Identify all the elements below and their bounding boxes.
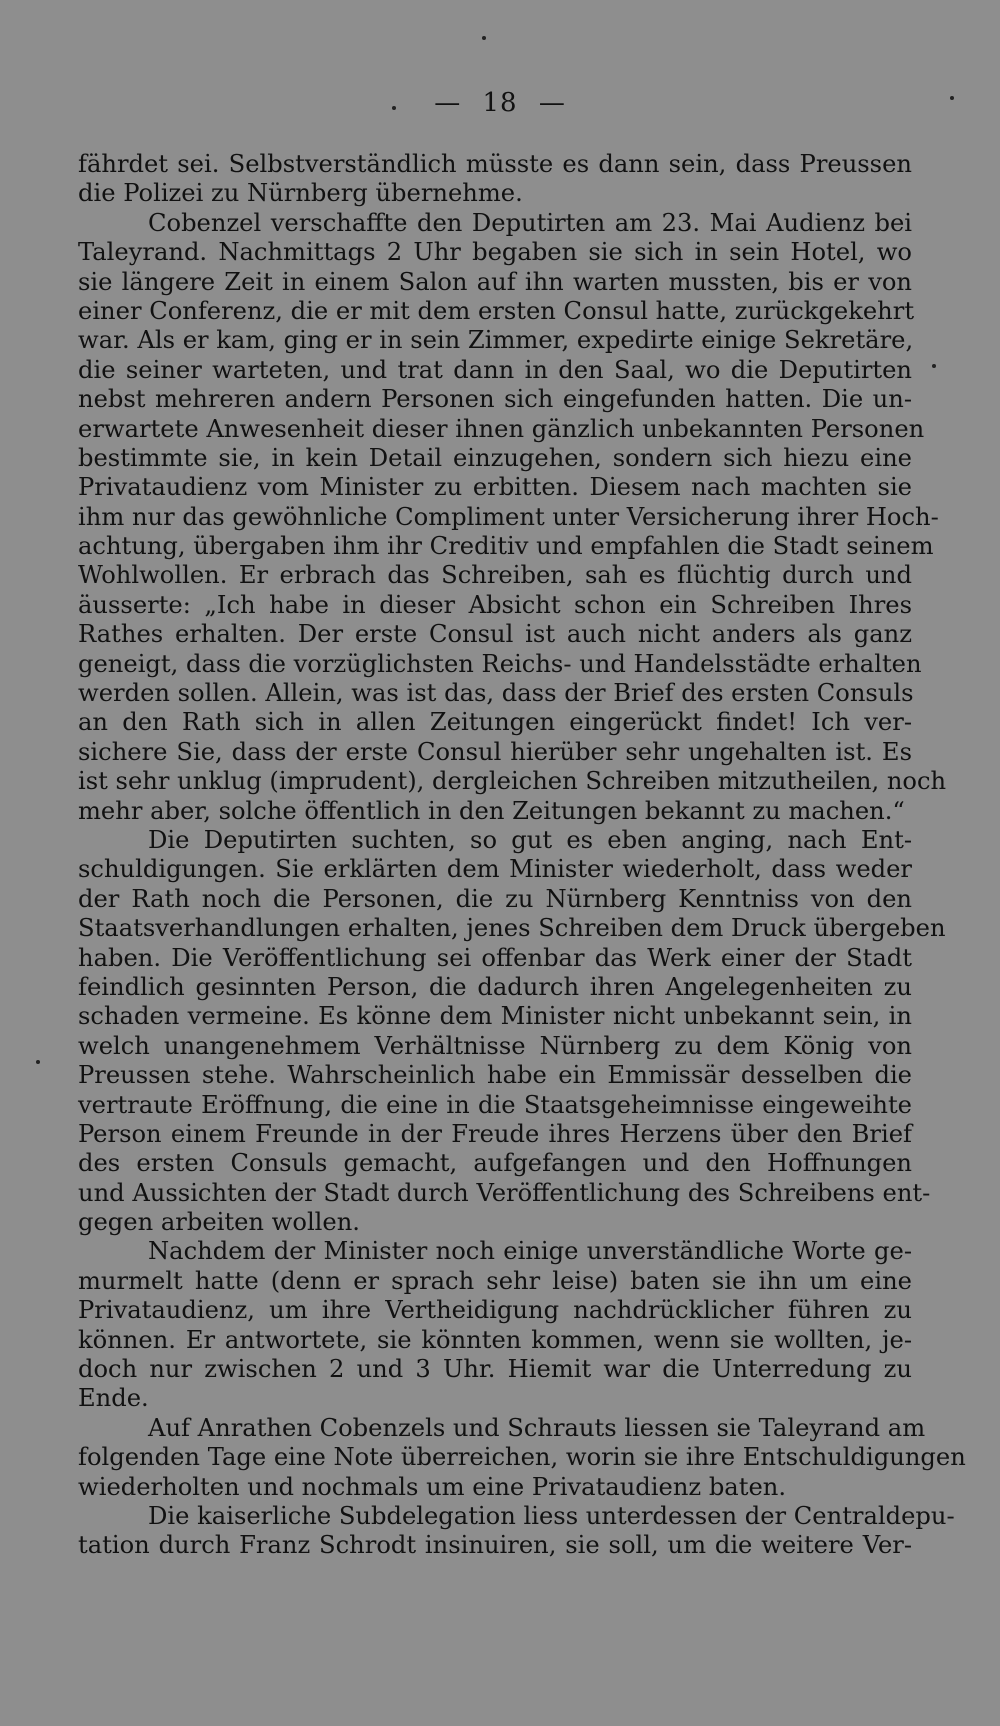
text-line: war. Als er kam, ging er in sein Zimmer, expedirte einige Sekretäre, — [78, 326, 914, 355]
text-line: des ersten Consuls gemacht, aufgefangen und den Hoffnungen — [78, 1149, 912, 1178]
text-line: mehr aber, solche öffentlich in den Zeitungen bekannt zu machen.“ — [78, 796, 905, 825]
text-line: einer Conferenz, die er mit dem ersten Consul hatte, zurückgekehrt — [78, 296, 915, 325]
scan-speck — [36, 1060, 40, 1064]
text-line: sie längere Zeit in einem Salon auf ihn warten mussten, bis er von — [78, 267, 912, 296]
text-line: können. Er antwortete, sie könnten kommen, wenn sie wollten, je- — [78, 1325, 912, 1354]
text-line: achtung, übergaben ihm ihr Creditiv und empfahlen die Stadt seinem — [78, 532, 934, 561]
text-line: wiederholten und nochmals um eine Privataudienz baten. — [78, 1472, 787, 1501]
text-line: welch unangenehmem Verhältnisse Nürnberg zu dem König von — [78, 1031, 912, 1060]
text-line: fährdet sei. Selbstverständlich müsste es dann sein, dass Preussen — [78, 150, 912, 178]
text-line: Die kaiserliche Subdelegation liess unterdessen der Centraldepu- — [148, 1501, 955, 1530]
text-line: Auf Anrathen Cobenzels und Schrauts liessen sie Taleyrand am — [148, 1413, 926, 1442]
page-header — [0, 88, 1000, 118]
scan-speck — [932, 364, 936, 368]
text-line: Taleyrand. Nachmittags 2 Uhr begaben sie sich in sein Hotel, wo — [78, 238, 912, 267]
text-line: haben. Die Veröffentlichung sei offenbar das Werk einer der Stadt — [78, 943, 912, 972]
text-line: und Aussichten der Stadt durch Veröffentlichung des Schreibens ent- — [78, 1178, 931, 1207]
text-line: Staatsverhandlungen erhalten, jenes Schreiben dem Druck übergeben — [78, 914, 946, 943]
text-line: ist sehr unklug (imprudent), dergleichen Schreiben mitzutheilen, noch — [78, 767, 947, 796]
page-number: 18 — [482, 88, 518, 118]
text-line: geneigt, dass die vorzüglichsten Reichs- und Handelsstädte erhalten — [78, 649, 922, 678]
text-line: sichere Sie, dass der erste Consul hierüber sehr ungehalten ist. Es — [78, 737, 912, 766]
text-line: schuldigungen. Sie erklärten dem Minister wiederholt, dass weder — [78, 855, 912, 884]
text-line: Ende. — [78, 1384, 149, 1413]
text-line: tation durch Franz Schrodt insinuiren, sie soll, um die weitere Ver- — [78, 1531, 912, 1560]
text-line: die Polizei zu Nürnberg übernehme. — [78, 179, 523, 208]
text-line: äusserte: „Ich habe in dieser Absicht schon ein Schreiben Ihres — [78, 590, 912, 619]
text-line: Nachdem der Minister noch einige unverständliche Worte ge- — [148, 1237, 912, 1266]
header-dash-right: — — [538, 88, 566, 118]
text-line: bestimmte sie, in kein Detail einzugehen, sondern sich hiezu eine — [78, 443, 912, 472]
text-line: Privataudienz, um ihre Vertheidigung nachdrücklicher führen zu — [78, 1296, 912, 1325]
scan-speck — [482, 36, 486, 40]
text-line: Person einem Freunde in der Freude ihres Herzens über den Brief — [78, 1119, 912, 1148]
text-line: Wohlwollen. Er erbrach das Schreiben, sah es flüchtig durch und — [78, 561, 912, 590]
text-line: feindlich gesinnten Person, die dadurch ihren Angelegenheiten zu — [78, 972, 912, 1001]
text-line: die seiner warteten, und trat dann in den Saal, wo die Deputirten — [78, 355, 912, 384]
text-line: erwartete Anwesenheit dieser ihnen gänzlich unbekannten Personen — [78, 414, 925, 443]
body-text — [78, 150, 966, 1561]
text-line: nebst mehreren andern Personen sich eingefunden hatten. Die un- — [78, 385, 912, 414]
text-line: Rathes erhalten. Der erste Consul ist auch nicht anders als ganz — [78, 620, 912, 649]
scan-speck — [950, 96, 954, 100]
scan-speck — [392, 106, 396, 110]
text-line: vertraute Eröffnung, die eine in die Staatsgeheimnisse eingeweihte — [78, 1090, 912, 1119]
text-line: doch nur zwischen 2 und 3 Uhr. Hiemit war die Unterredung zu — [78, 1355, 912, 1384]
text-line: werden sollen. Allein, was ist das, dass der Brief des ersten Consuls — [78, 679, 914, 708]
text-line: an den Rath sich in allen Zeitungen eingerückt findet! Ich ver- — [78, 708, 912, 737]
header-dash-left: — — [434, 88, 462, 118]
text-line: Privataudienz vom Minister zu erbitten. Diesem nach machten sie — [78, 473, 912, 502]
text-line: Preussen stehe. Wahrscheinlich habe ein Emmissär desselben die — [78, 1061, 912, 1090]
text-line: ihm nur das gewöhnliche Compliment unter Versicherung ihrer Hoch- — [78, 502, 939, 531]
text-line: schaden vermeine. Es könne dem Minister nicht unbekannt sein, in — [78, 1002, 912, 1031]
text-line: Cobenzel verschaffte den Deputirten am 23. Mai Audienz bei — [148, 208, 912, 237]
text-line: murmelt hatte (denn er sprach sehr leise) baten sie ihn um eine — [78, 1266, 912, 1295]
text-line: gegen arbeiten wollen. — [78, 1208, 360, 1237]
text-line: der Rath noch die Personen, die zu Nürnberg Kenntniss von den — [78, 884, 912, 913]
text-line: Die Deputirten suchten, so gut es eben anging, nach Ent- — [148, 825, 912, 854]
text-line: folgenden Tage eine Note überreichen, worin sie ihre Entschuldigungen — [78, 1443, 966, 1472]
